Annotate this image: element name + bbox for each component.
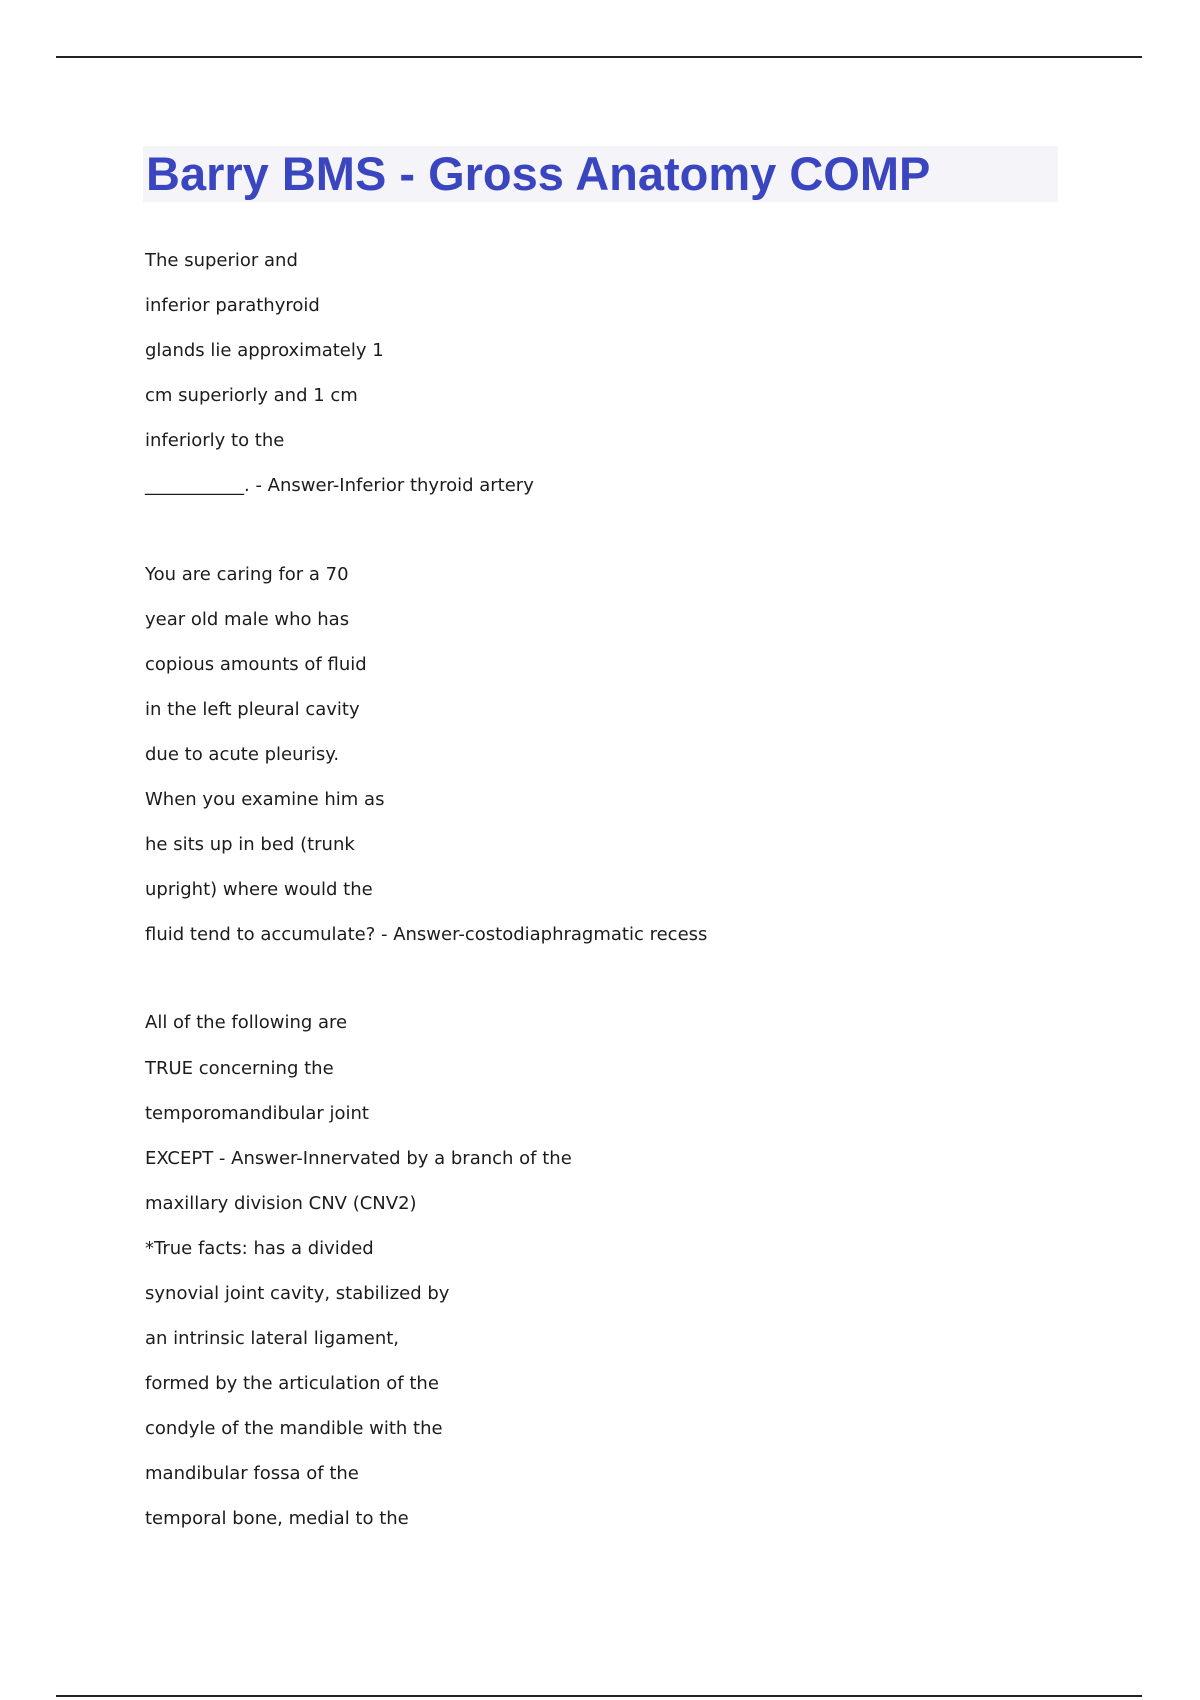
text-line: glands lie approximately 1 [145, 340, 384, 362]
text-line: synovial joint cavity, stabilized by [145, 1282, 450, 1304]
text-line: temporomandibular joint [145, 1102, 369, 1124]
text-line: inferiorly to the [145, 430, 285, 452]
text-line: formed by the articulation of the [145, 1373, 439, 1395]
text-line: he sits up in bed (trunk [145, 834, 355, 856]
header-rule [56, 56, 1142, 58]
qa-block-parathyroid [145, 238, 1045, 509]
answer-line: fluid tend to accumulate? - Answer-costodiaphragmatic recess [145, 924, 708, 946]
document-title: Barry BMS - Gross Anatomy COMP [146, 147, 931, 200]
text-line: When you examine him as [145, 789, 385, 811]
text-line: condyle of the mandible with the [145, 1418, 443, 1440]
answer-line: EXCEPT - Answer-Innervated by a branch of the [145, 1147, 572, 1169]
text-line: maxillary division CNV (CNV2) [145, 1192, 417, 1214]
text-line: The superior and [145, 250, 298, 271]
text-line: inferior parathyroid [145, 295, 320, 317]
text-line: an intrinsic lateral ligament, [145, 1328, 400, 1350]
text-line: year old male who has [145, 608, 350, 630]
text-line: upright) where would the [145, 879, 373, 901]
document-body [145, 238, 1045, 1585]
answer-line: ___________. - Answer-Inferior thyroid artery [145, 475, 534, 497]
footer-rule [56, 1695, 1142, 1697]
text-line: *True facts: has a divided [145, 1237, 374, 1259]
text-line: in the left pleural cavity [145, 698, 360, 720]
text-line: temporal bone, medial to the [145, 1508, 409, 1530]
text-line: due to acute pleurisy. [145, 743, 340, 765]
text-line: cm superiorly and 1 cm [145, 385, 358, 407]
text-line: All of the following are [145, 1012, 348, 1034]
text-line: You are caring for a 70 [145, 563, 349, 585]
qa-block-tmj [145, 1000, 1045, 1541]
text-line: copious amounts of fluid [145, 653, 367, 675]
qa-block-pleural-fluid [145, 552, 1045, 958]
text-line: TRUE concerning the [145, 1057, 334, 1079]
text-line: mandibular fossa of the [145, 1463, 359, 1485]
